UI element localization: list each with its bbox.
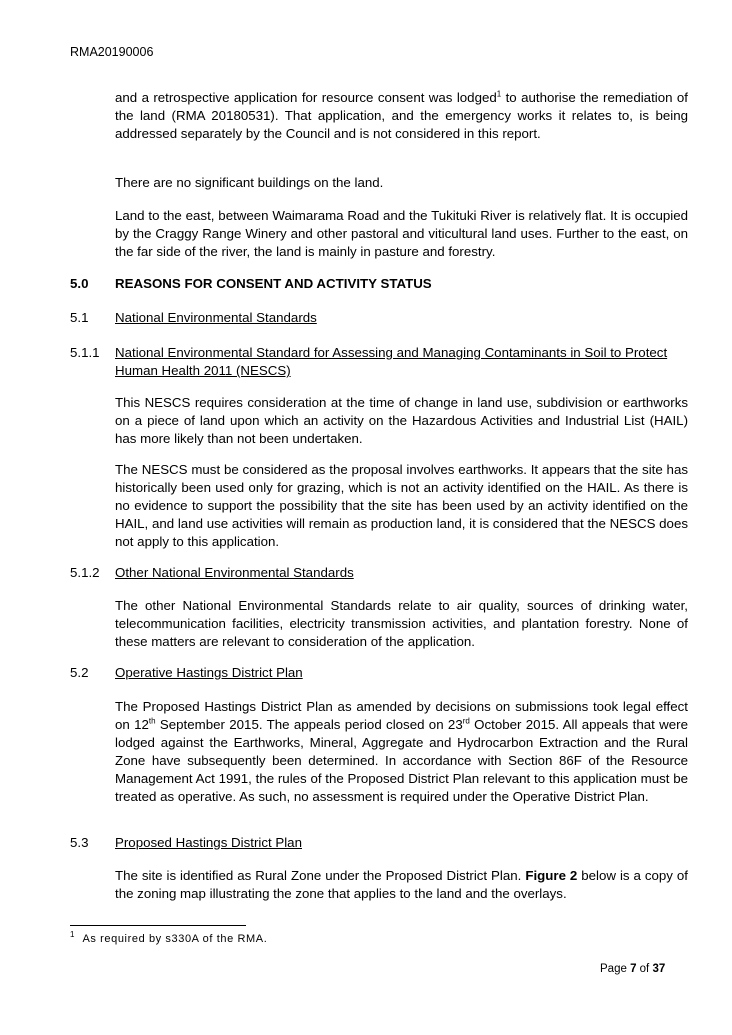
footnote: $^1$ As required by s330A of the RMA. <box>70 930 268 945</box>
footnote-ref[interactable]: 1 <box>496 89 502 99</box>
intro-paragraph-1: and a retrospective application for resource consent was lodged$^1$ to authorise the remediation of the land (RMA 20180531). That application, and the emergency works it relates to, is being addressed separately by the Council and is not considered in this report. <box>115 89 688 141</box>
intro-paragraph-3: Land to the east, between Waimarama Road and the Tukituki River is relatively flat. It is occupied by the Craggy Range Winery and other pastoral and viticultural land uses. Further to the east, on the far side of the river, the land is mainly in pasture and forestry. <box>115 208 688 259</box>
section-5-1-1-paragraph-2: The NESCS must be considered as the proposal involves earthworks. It appears that the site has historically been used only for grazing, which is not an activity identified on the HAIL. As there is no evidence to support the possibility that the site has been used by an activity identified on the HAIL, and land use activities will remain as production land, it is considered that the NESCS does not apply to this application. <box>115 462 688 549</box>
section-5-1-number: 5.1 <box>70 310 89 325</box>
section-5-2-title: Operative Hastings District Plan <box>115 665 303 680</box>
section-5-2-paragraph-1: The Proposed Hastings District Plan as amended by decisions on submissions took legal effect on 12th September 2015. The appeals period closed on 23rd October 2015. All appeals that were lodged against the Earthworks, Mineral, Aggregate and Hydrocarbon Extraction and the Rural Zone have subsequently been determined. In accordance with Section 86F of the Resource Management Act 1991, the rules of the Proposed District Plan relevant to this application must be treated as operative. As such, no assessment is required under the Operative District Plan. <box>115 699 688 804</box>
section-5-3-title: Proposed Hastings District Plan <box>115 835 302 850</box>
section-5-3-paragraph-1: The site is identified as Rural Zone under the Proposed District Plan. Figure 2 below is a copy of the zoning map illustrating the zone that applies to the land and the overlays. <box>115 868 688 901</box>
section-5-3-number: 5.3 <box>70 835 89 850</box>
section-5-0-number: 5.0 <box>70 276 89 291</box>
document-reference: RMA20190006 <box>70 45 154 59</box>
intro-paragraph-2: There are no significant buildings on the land. <box>115 175 384 190</box>
section-5-1-1-title: National Environmental Standard for Assessing and Managing Contaminants in Soil to Protect Human Health 2011 (NESCS) <box>115 345 668 378</box>
section-5-0-title: REASONS FOR CONSENT AND ACTIVITY STATUS <box>115 276 432 291</box>
section-5-1-1-paragraph-1: This NESCS requires consideration at the time of change in land use, subdivision or earthworks on a piece of land upon which an activity on the Hazardous Activities and Industrial List (HAIL) has more likely than not been undertaken. <box>115 395 688 446</box>
section-5-1-2-title: Other National Environmental Standards <box>115 565 354 580</box>
section-5-1-2-number: 5.1.2 <box>70 565 100 580</box>
section-5-1-2-paragraph-1: The other National Environmental Standards relate to air quality, sources of drinking water, telecommunication facilities, electricity transmission activities, and plantation forestry. None of these matters are relevant to consideration of the application. <box>115 598 688 649</box>
section-5-2-number: 5.2 <box>70 665 89 680</box>
section-5-1-title: National Environmental Standards <box>115 310 317 325</box>
figure-reference: Figure 2 <box>525 868 578 883</box>
footnote-divider <box>70 925 246 926</box>
section-5-1-1-number: 5.1.1 <box>70 345 100 360</box>
page-number: Page 7 of 37 <box>600 963 666 975</box>
